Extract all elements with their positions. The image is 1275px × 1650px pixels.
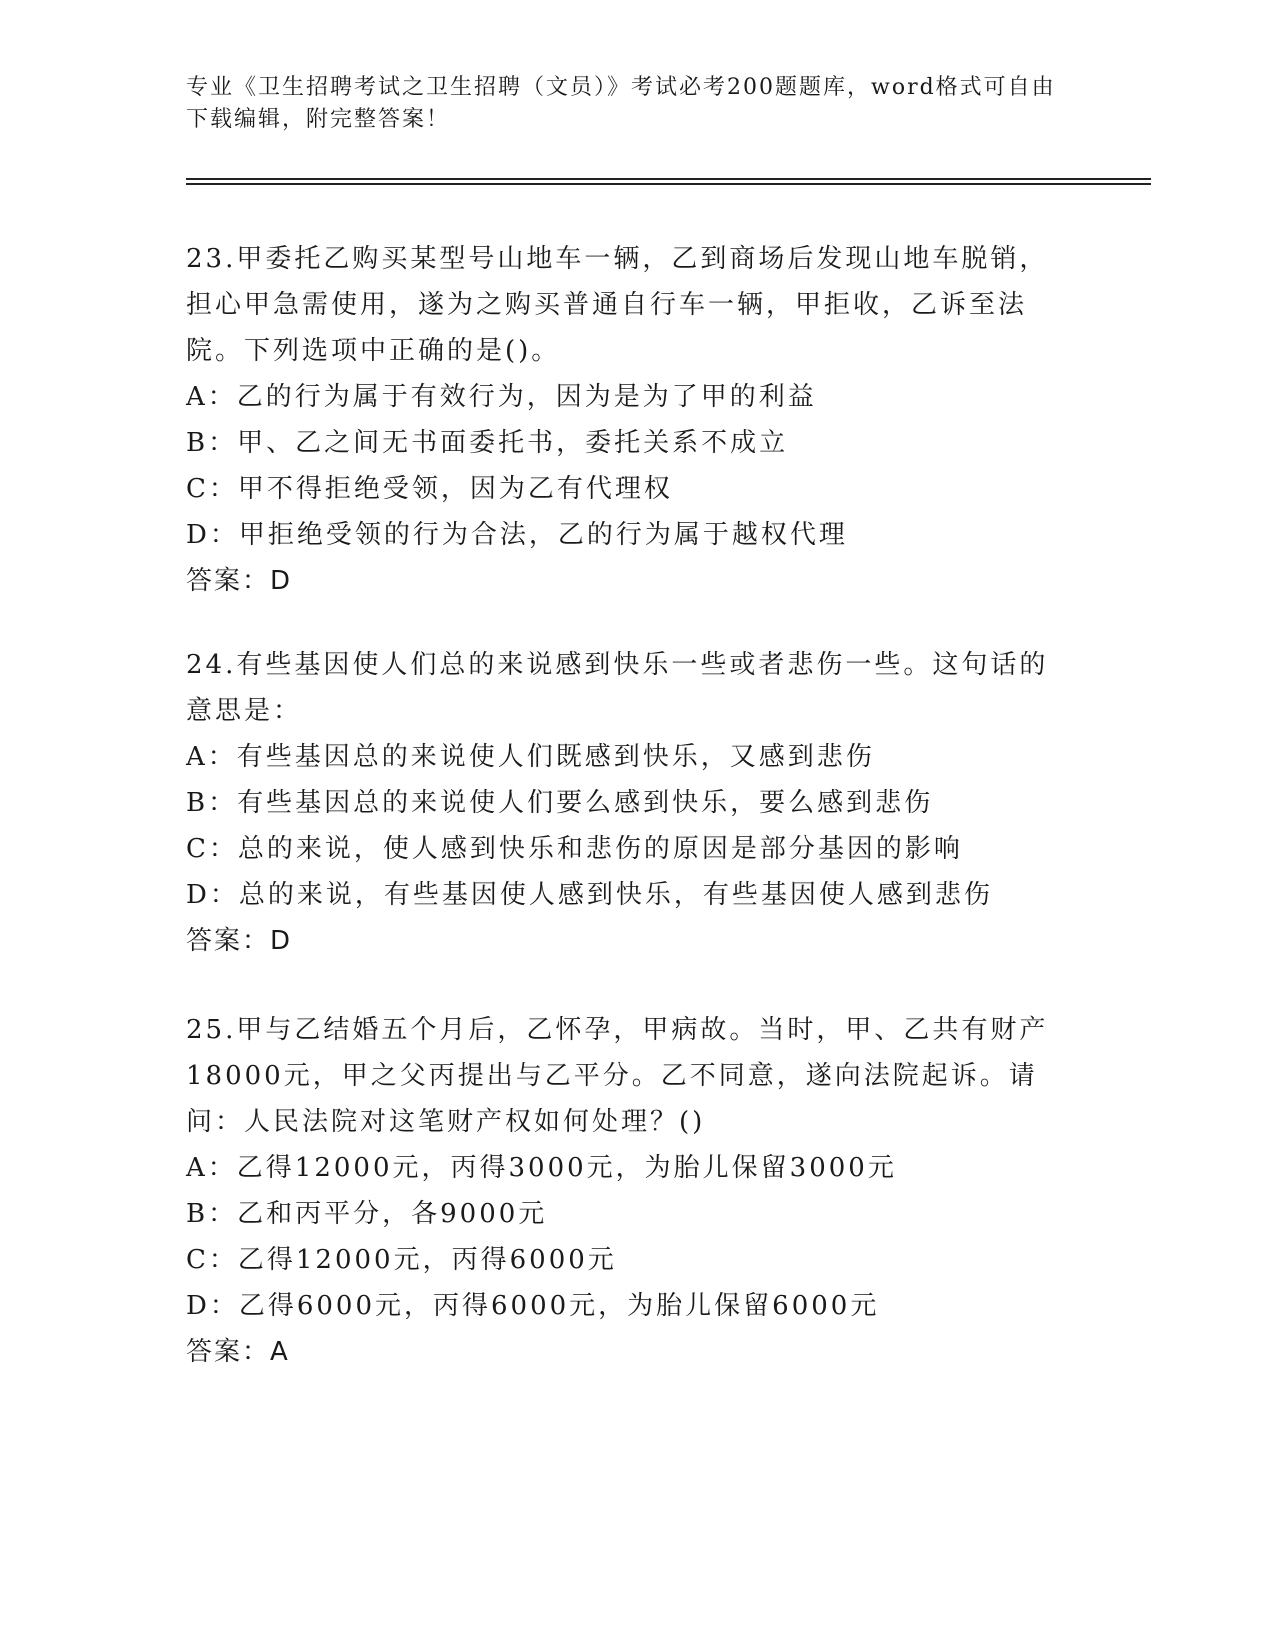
question-25 — [186, 1007, 1066, 1375]
option-a: A：乙的行为属于有效行为，因为是为了甲的利益 — [186, 382, 817, 412]
question-24 — [186, 642, 1066, 964]
question-stem: 24.有些基因使人们总的来说感到快乐一些或者悲伤一些。这句话的意思是： — [186, 650, 1049, 726]
answer-line: 答案：D — [186, 926, 293, 956]
answer-line: 答案：D — [186, 566, 293, 596]
header-divider-top — [186, 178, 1151, 180]
option-c: C：乙得12000元，丙得6000元 — [186, 1245, 617, 1275]
answer-line: 答案：A — [186, 1337, 290, 1367]
option-b: B：有些基因总的来说使人们要么感到快乐，要么感到悲伤 — [186, 788, 934, 818]
option-a: A：有些基因总的来说使人们既感到快乐，又感到悲伤 — [186, 742, 875, 772]
question-stem: 25.甲与乙结婚五个月后，乙怀孕，甲病故。当时，甲、乙共有财产18000元，甲之父丙提出与乙平分。乙不同意，遂向法院起诉。请问：人民法院对这笔财产权如何处理？() — [186, 1015, 1049, 1137]
question-stem: 23.甲委托乙购买某型号山地车一辆，乙到商场后发现山地车脱销，担心甲急需使用，遂为之购买普通自行车一辆，甲拒收，乙诉至法院。下列选项中正确的是()。 — [186, 244, 1049, 366]
option-d: D：乙得6000元，丙得6000元，为胎儿保留6000元 — [186, 1291, 880, 1321]
question-23 — [186, 236, 1066, 604]
option-b: B：甲、乙之间无书面委托书，委托关系不成立 — [186, 428, 789, 458]
option-d: D：甲拒绝受领的行为合法，乙的行为属于越权代理 — [186, 520, 848, 550]
option-c: C：总的来说，使人感到快乐和悲伤的原因是部分基因的影响 — [186, 834, 963, 864]
document-intro: 专业《卫生招聘考试之卫生招聘（文员）》考试必考200题题库，word格式可自由下载编辑，附完整答案！ — [186, 75, 1056, 132]
option-d: D：总的来说，有些基因使人感到快乐，有些基因使人感到悲伤 — [186, 880, 993, 910]
option-b: B：乙和丙平分，各9000元 — [186, 1199, 548, 1229]
option-a: A：乙得12000元，丙得3000元，为胎儿保留3000元 — [186, 1153, 897, 1183]
option-c: C：甲不得拒绝受领，因为乙有代理权 — [186, 474, 673, 504]
header-divider-bottom — [186, 183, 1151, 185]
